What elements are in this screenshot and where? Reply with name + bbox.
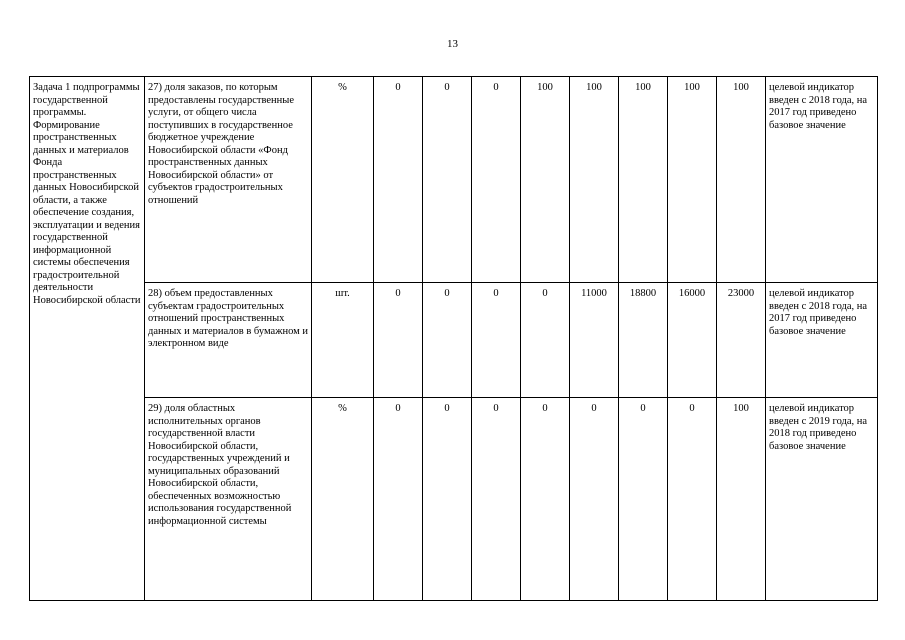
value-cell: 0	[521, 283, 570, 398]
unit-cell: шт.	[312, 283, 374, 398]
indicators-table	[29, 76, 878, 601]
indicator-cell: 27) доля заказов, по которым предоставлены государственные услуги, от общего числа поступивших в государственное бюджетное учреждение Новосибирской области «Фонд пространственных данных Новосибирской области» от субъектов градостроительных отношений	[145, 77, 312, 283]
table-row	[30, 398, 878, 601]
unit-cell: %	[312, 77, 374, 283]
value-cell: 23000	[717, 283, 766, 398]
value-cell: 0	[521, 398, 570, 601]
task-cell: Задача 1 подпрограммы государственной программы. Формирование пространственных данных и материалов Фонда пространственных данных Новосибирской области, а также обеспечение создания, эксплуатации и ведения государственной информационной системы обеспечения градостроительной деятельности Новосибирской области	[30, 77, 145, 601]
value-cell: 100	[717, 398, 766, 601]
value-cell: 0	[374, 77, 423, 283]
value-cell: 0	[423, 398, 472, 601]
value-cell: 100	[717, 77, 766, 283]
indicator-cell: 29) доля областных исполнительных органов государственной власти Новосибирской области, государственных учреждений и муниципальных образований Новосибирской области, обеспеченных возможностью использования государственной информационной системы	[145, 398, 312, 601]
value-cell: 0	[472, 398, 521, 601]
note-cell: целевой индикатор введен с 2019 года, на 2018 год приведено базовое значение	[766, 398, 878, 601]
table-row	[30, 283, 878, 398]
page-number: 13	[447, 38, 458, 50]
value-cell: 0	[374, 398, 423, 601]
value-cell: 0	[668, 398, 717, 601]
value-cell: 0	[423, 283, 472, 398]
value-cell: 18800	[619, 283, 668, 398]
indicator-cell: 28) объем предоставленных субъектам градостроительных отношений пространственных данных и материалов в бумажном и электронном виде	[145, 283, 312, 398]
note-cell: целевой индикатор введен с 2018 года, на 2017 год приведено базовое значение	[766, 77, 878, 283]
value-cell: 11000	[570, 283, 619, 398]
note-cell: целевой индикатор введен с 2018 года, на 2017 год приведено базовое значение	[766, 283, 878, 398]
value-cell: 0	[472, 77, 521, 283]
value-cell: 0	[374, 283, 423, 398]
value-cell: 100	[521, 77, 570, 283]
table-row	[30, 77, 878, 283]
value-cell: 0	[570, 398, 619, 601]
value-cell: 0	[423, 77, 472, 283]
value-cell: 100	[619, 77, 668, 283]
value-cell: 100	[668, 77, 717, 283]
unit-cell: %	[312, 398, 374, 601]
value-cell: 0	[619, 398, 668, 601]
value-cell: 0	[472, 283, 521, 398]
value-cell: 16000	[668, 283, 717, 398]
value-cell: 100	[570, 77, 619, 283]
